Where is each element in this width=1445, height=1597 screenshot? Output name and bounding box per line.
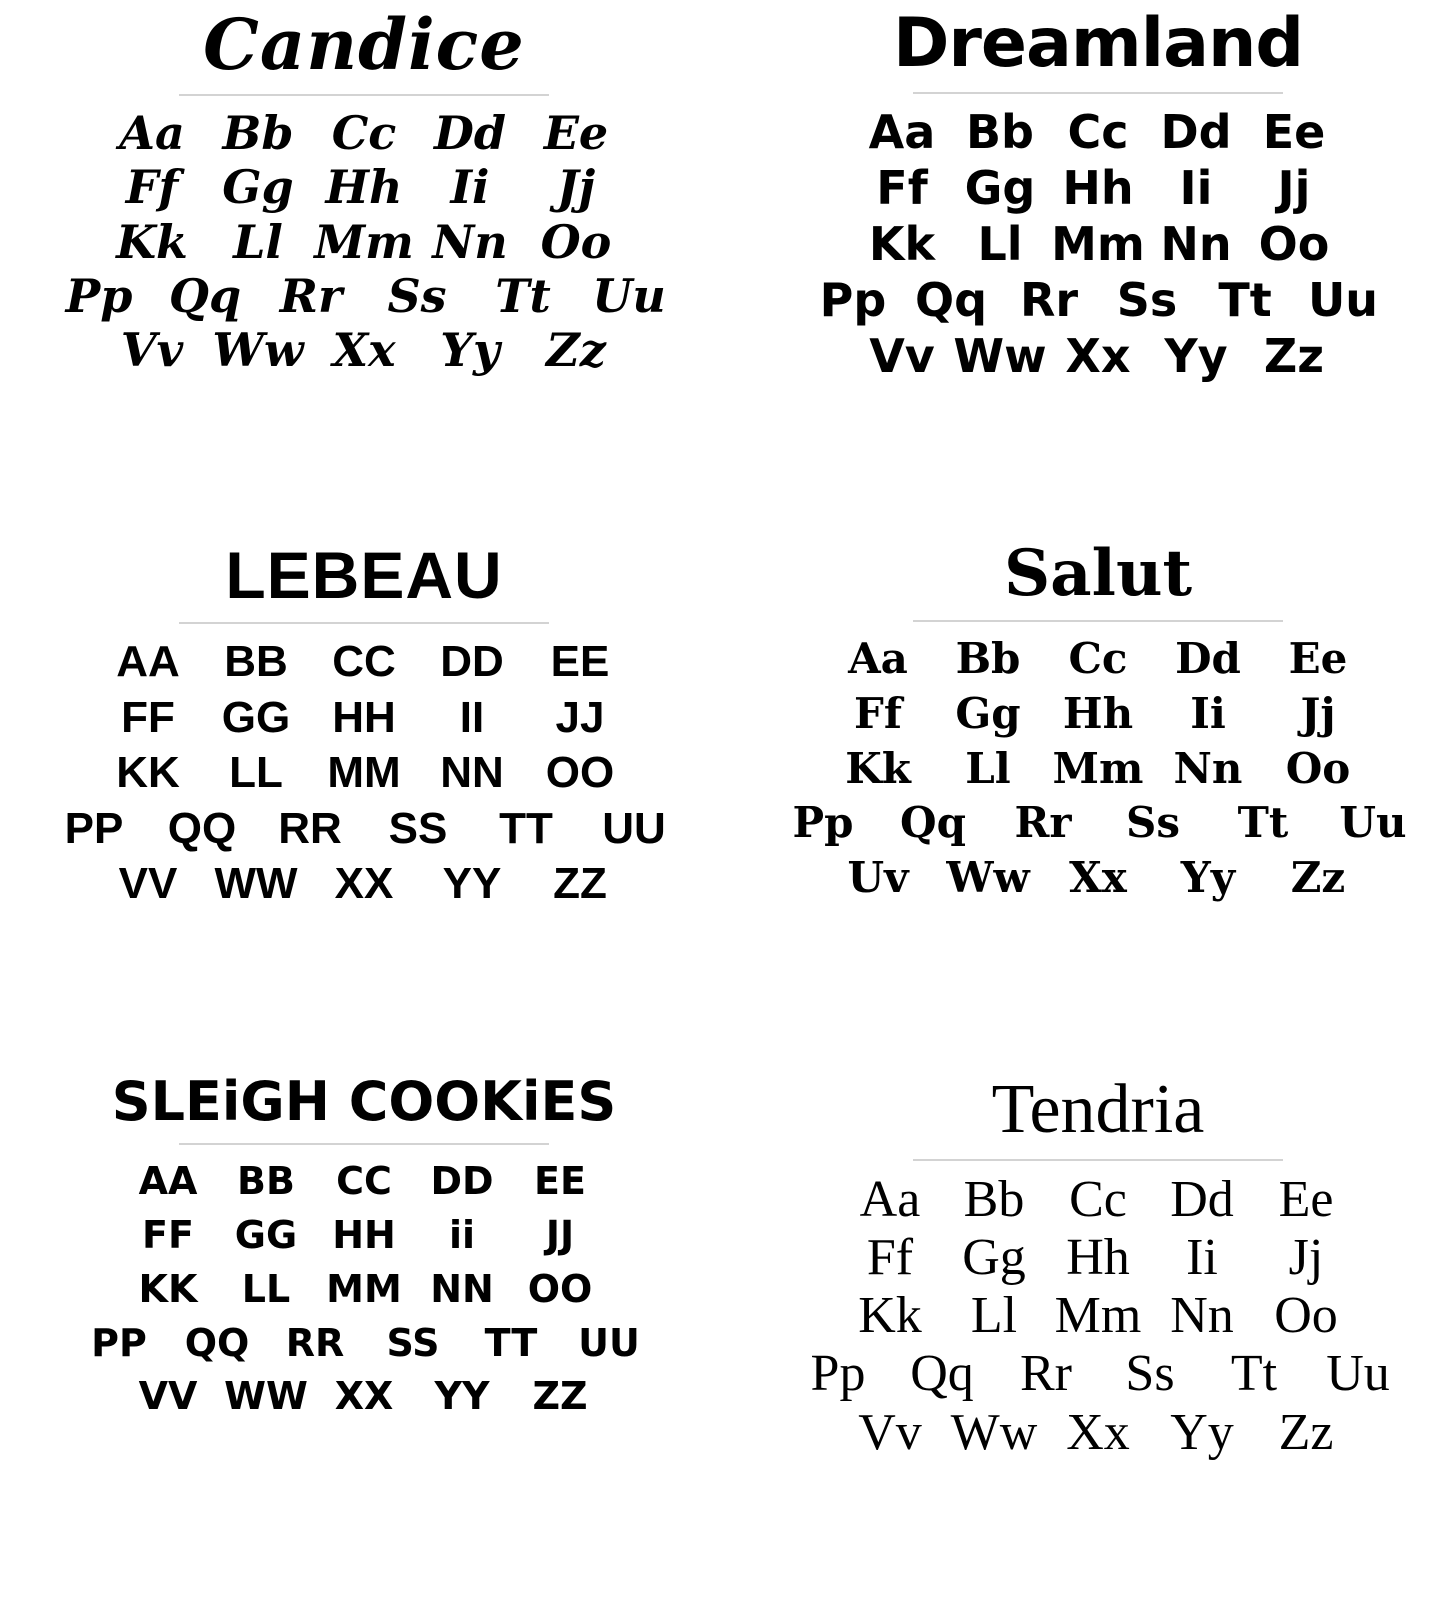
alphabet-row [70, 1317, 658, 1371]
alphabet-row [119, 1155, 609, 1209]
letter-pair: Jj [1277, 161, 1311, 216]
letter-pair: Ii [1186, 1228, 1218, 1286]
letter-pair: Ll [233, 214, 283, 269]
letter-pair: Ww [950, 1403, 1038, 1461]
letter-pair: Aa [859, 1170, 921, 1228]
letter-pair: Jj [1300, 688, 1336, 738]
letter-pair: FF [121, 692, 175, 742]
letter-pair: Ee [1278, 1170, 1334, 1228]
font-specimen-sleigh-cookies [0, 1065, 728, 1597]
letter-pair: Ee [543, 106, 609, 160]
alphabet-row [786, 1345, 1410, 1403]
alphabet-block [70, 1155, 658, 1425]
letter-pair: LL [241, 1266, 291, 1311]
alphabet-row [768, 796, 1428, 851]
letter-pair: Yy [1164, 329, 1228, 384]
alphabet-row [40, 801, 688, 856]
letter-pair: Uu [1307, 273, 1379, 328]
letter-pair: Zz [546, 323, 606, 378]
title-divider [913, 1159, 1283, 1161]
letter-pair: Mm [1054, 1287, 1142, 1345]
letter-pair: Oo [540, 214, 612, 269]
letter-pair: Kk [845, 743, 911, 793]
letter-pair: Ll [965, 743, 1011, 793]
letter-pair: DD [440, 637, 504, 687]
letter-pair: Aa [848, 634, 908, 684]
alphabet-row [823, 742, 1373, 797]
alphabet-row [119, 1263, 609, 1317]
letter-pair: Yy [1170, 1403, 1234, 1461]
alphabet-row [94, 634, 634, 689]
alphabet-row [99, 323, 629, 377]
alphabet-block [804, 104, 1392, 385]
letter-pair: DD [430, 1158, 494, 1203]
font-name-title: Candice [203, 3, 525, 86]
letter-pair: Vv [869, 329, 935, 384]
letter-pair: Mm [1051, 217, 1145, 272]
letter-pair: Uu [1339, 798, 1407, 848]
title-divider [179, 622, 549, 624]
alphabet-row [853, 328, 1343, 384]
letter-pair: Rr [1019, 273, 1079, 328]
letter-pair: Dd [1175, 634, 1241, 684]
alphabet-row [94, 856, 634, 911]
letter-pair: Nn [1173, 743, 1243, 793]
letter-pair: Oo [1274, 1287, 1338, 1345]
letter-pair: JJ [555, 692, 605, 742]
letter-pair: RR [285, 1320, 345, 1365]
letter-pair: Aa [119, 106, 185, 160]
letter-pair: PP [64, 803, 124, 853]
letter-pair: EE [534, 1158, 586, 1203]
letter-pair: Nn [1160, 217, 1232, 272]
letter-pair: VV [118, 859, 178, 909]
letter-pair: Mm [1052, 743, 1144, 793]
letter-pair: Rr [1014, 798, 1072, 848]
letter-pair: BB [237, 1158, 295, 1203]
alphabet-row [119, 1209, 609, 1263]
alphabet-row [804, 272, 1392, 328]
alphabet-row [99, 106, 629, 160]
letter-pair: II [459, 692, 485, 742]
letter-pair: HH [332, 692, 396, 742]
letter-pair: ZZ [532, 1374, 588, 1419]
letter-pair: Xx [1066, 1403, 1130, 1461]
letter-pair: Rr [279, 268, 343, 323]
letter-pair: XX [334, 859, 394, 909]
letter-pair: Qq [900, 798, 966, 848]
font-specimen-lebeau [0, 532, 728, 1064]
letter-pair: Bb [222, 106, 294, 160]
letter-pair: HH [332, 1212, 396, 1257]
alphabet-row [853, 104, 1343, 160]
letter-pair: Ll [977, 217, 1023, 272]
letter-pair: Dd [1170, 1170, 1234, 1228]
letter-pair: KK [138, 1266, 198, 1311]
letter-pair: Tt [1230, 1345, 1278, 1403]
letter-pair: Ff [125, 160, 179, 215]
letter-pair: Tt [1237, 798, 1289, 848]
letter-pair: Aa [868, 105, 936, 159]
font-name-title: Dreamland [892, 4, 1304, 83]
letter-pair: JJ [545, 1212, 575, 1257]
letter-pair: Jj [1288, 1228, 1324, 1286]
letter-pair: Dd [1160, 105, 1232, 159]
letter-pair: Kk [868, 217, 936, 272]
letter-pair: Ww [953, 329, 1047, 384]
alphabet-row [838, 1287, 1358, 1345]
letter-pair: Ss [1126, 798, 1180, 848]
letter-pair: Nn [1170, 1287, 1234, 1345]
letter-pair: OO [527, 1266, 593, 1311]
title-divider [913, 92, 1283, 94]
font-name-title: SLEiGH COOKiES [111, 1069, 617, 1133]
letter-pair: VV [138, 1374, 198, 1419]
letter-pair: Pp [792, 798, 854, 848]
font-specimen-dreamland [728, 0, 1445, 532]
alphabet-row [46, 269, 682, 323]
letter-pair: Pp [65, 268, 133, 323]
alphabet-row [853, 160, 1343, 216]
letter-pair: Pp [810, 1345, 866, 1403]
letter-pair: Cc [331, 106, 397, 160]
title-divider [179, 94, 549, 96]
letter-pair: Zz [1263, 329, 1325, 384]
letter-pair: BB [224, 637, 288, 687]
letter-pair: SS [388, 803, 448, 853]
letter-pair: Xx [332, 323, 396, 378]
letter-pair: TT [484, 1320, 538, 1365]
letter-pair: QQ [184, 1320, 250, 1365]
letter-pair: MM [327, 748, 401, 798]
letter-pair: Ee [1288, 634, 1348, 684]
letter-pair: Zz [1290, 852, 1346, 902]
letter-pair: Cc [1067, 105, 1129, 159]
letter-pair: Ii [450, 160, 490, 215]
letter-pair: Ss [387, 268, 447, 323]
alphabet-block [46, 106, 682, 377]
letter-pair: Ww [212, 323, 304, 378]
letter-pair: Dd [433, 106, 507, 160]
letter-pair: Hh [1066, 1228, 1130, 1286]
letter-pair: GG [234, 1212, 298, 1257]
letter-pair: Oo [1258, 217, 1330, 272]
letter-pair: Qq [910, 1345, 974, 1403]
letter-pair: Bb [955, 634, 1021, 684]
letter-pair: Ll [970, 1287, 1018, 1345]
letter-pair: CC [332, 637, 396, 687]
letter-pair: Hh [1062, 161, 1134, 216]
letter-pair: UU [602, 803, 666, 853]
letter-pair: Uu [1326, 1345, 1390, 1403]
letter-pair: Vv [120, 323, 184, 378]
letter-pair: AA [138, 1158, 198, 1203]
letter-pair: NN [440, 748, 504, 798]
letter-pair: GG [221, 692, 291, 742]
alphabet-block [40, 634, 688, 911]
letter-pair: LL [229, 748, 283, 798]
letter-pair: XX [334, 1374, 394, 1419]
letter-pair: Cc [1069, 1170, 1127, 1228]
alphabet-row [94, 745, 634, 800]
alphabet-row [823, 632, 1373, 687]
letter-pair: Cc [1068, 634, 1128, 684]
letter-pair: Mm [314, 214, 414, 269]
font-specimen-candice [0, 0, 728, 532]
letter-pair: Hh [1062, 688, 1134, 738]
letter-pair: UU [578, 1320, 640, 1365]
letter-pair: Xx [1065, 329, 1131, 384]
title-divider [179, 1143, 549, 1145]
letter-pair: Xx [1069, 852, 1127, 902]
alphabet-row [823, 687, 1373, 742]
letter-pair: Vv [858, 1403, 922, 1461]
letter-pair: Kk [116, 214, 188, 269]
letter-pair: Tt [1218, 273, 1272, 328]
letter-pair: Bb [963, 1170, 1025, 1228]
letter-pair: OO [545, 748, 615, 798]
letter-pair: Gg [955, 688, 1021, 738]
letter-pair: Gg [964, 161, 1036, 216]
letter-pair: YY [434, 1374, 490, 1419]
letter-pair: Ee [1262, 105, 1326, 159]
letter-pair: Ff [854, 688, 902, 738]
alphabet-row [853, 216, 1343, 272]
alphabet-block [786, 1171, 1410, 1462]
letter-pair: KK [116, 748, 180, 798]
letter-pair: QQ [167, 803, 237, 853]
alphabet-row [823, 851, 1373, 906]
letter-pair: Pp [819, 273, 887, 328]
font-name-title: Salut [1003, 536, 1193, 612]
alphabet-row [838, 1229, 1358, 1287]
letter-pair: Zz [1278, 1403, 1334, 1461]
font-name-title: LEBEAU [225, 538, 503, 613]
font-specimen-salut [728, 532, 1445, 1064]
letter-pair: Tt [495, 268, 551, 323]
letter-pair: Gg [962, 1228, 1026, 1286]
letter-pair: Qq [914, 273, 988, 328]
letter-pair: WW [224, 1374, 308, 1419]
alphabet-block [768, 632, 1428, 905]
title-divider [913, 620, 1283, 622]
letter-pair: Ss [1116, 273, 1178, 328]
alphabet-row [838, 1404, 1358, 1462]
letter-pair: Nn [432, 214, 508, 269]
letter-pair: Ss [1125, 1345, 1175, 1403]
font-name-title: Tendria [991, 1070, 1205, 1148]
letter-pair: TT [499, 803, 553, 853]
letter-pair: Ii [1179, 161, 1213, 216]
alphabet-row [99, 215, 629, 269]
letter-pair: Ff [866, 1228, 914, 1286]
letter-pair: ZZ [553, 859, 607, 909]
alphabet-row [838, 1171, 1358, 1229]
letter-pair: Kk [858, 1287, 922, 1345]
alphabet-row [119, 1370, 609, 1424]
letter-pair: MM [326, 1266, 402, 1311]
letter-pair: Rr [1020, 1345, 1072, 1403]
letter-pair: Ww [946, 852, 1030, 902]
letter-pair: Uu [592, 268, 666, 323]
letter-pair: SS [386, 1320, 440, 1365]
letter-pair: Yy [1180, 852, 1236, 902]
letter-pair: Yy [440, 323, 500, 378]
letter-pair: Oo [1285, 743, 1351, 793]
alphabet-row [99, 160, 629, 214]
letter-pair: WW [214, 859, 298, 909]
font-specimen-tendria [728, 1065, 1445, 1597]
letter-pair: AA [116, 637, 180, 687]
letter-pair: EE [550, 637, 610, 687]
letter-pair: Ff [876, 161, 928, 216]
letter-pair: Ii [1190, 688, 1226, 738]
letter-pair: RR [278, 803, 342, 853]
letter-pair: Hh [325, 160, 403, 215]
letter-pair: Jj [556, 160, 596, 215]
letter-pair: Qq [168, 268, 242, 323]
letter-pair: ii [448, 1212, 476, 1257]
letter-pair: Uv [847, 852, 909, 902]
letter-pair: NN [430, 1266, 494, 1311]
letter-pair: Gg [222, 160, 294, 215]
letter-pair: PP [91, 1320, 147, 1365]
letter-pair: YY [442, 859, 502, 909]
alphabet-row [94, 690, 634, 745]
letter-pair: Bb [966, 105, 1034, 159]
letter-pair: FF [142, 1212, 194, 1257]
letter-pair: CC [336, 1158, 392, 1203]
